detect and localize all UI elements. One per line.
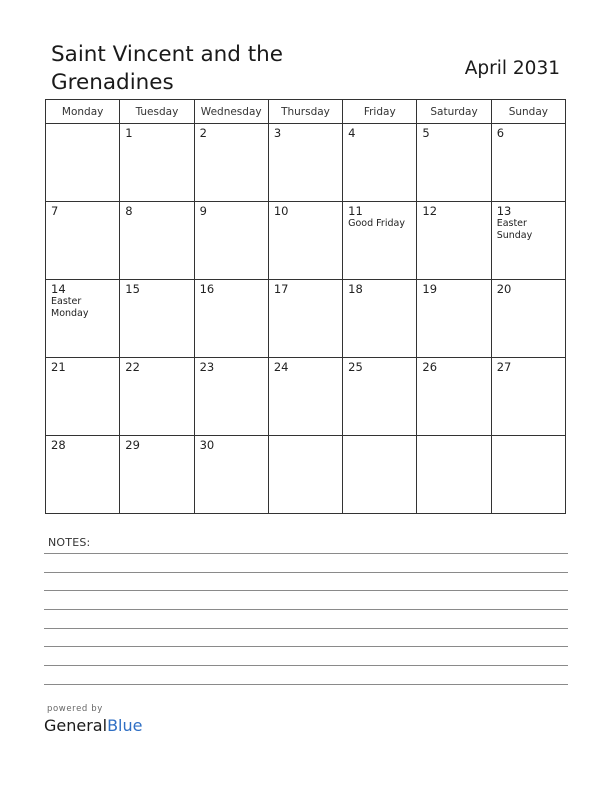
calendar-day-cell: [343, 358, 417, 436]
calendar-day-cell: [194, 124, 268, 202]
calendar-day-cell: [417, 202, 491, 280]
note-line: [44, 628, 568, 629]
calendar-day-cell: [491, 358, 565, 436]
calendar-day-cell: [417, 358, 491, 436]
note-line: [44, 553, 568, 554]
day-number: 1: [125, 126, 133, 140]
day-number: 11: [348, 204, 363, 218]
weekday-header-row: [46, 100, 566, 124]
holiday-label: Easter: [51, 296, 82, 307]
calendar-day-cell: [194, 358, 268, 436]
calendar-day-cell: [343, 124, 417, 202]
calendar-empty-cell: [417, 436, 491, 514]
title-line-2: Grenadines: [51, 70, 174, 95]
day-number: 24: [273, 360, 289, 374]
calendar-day-cell: [343, 280, 417, 358]
day-number: 2: [199, 126, 207, 140]
day-number: 30: [199, 438, 215, 452]
calendar-day-cell: [343, 202, 417, 280]
calendar-day-cell: [268, 124, 342, 202]
note-line: [44, 646, 568, 647]
calendar-day-cell: [194, 436, 268, 514]
weekday-header: Thursday: [268, 100, 342, 124]
day-number: [269, 436, 342, 438]
calendar-day-cell: [491, 280, 565, 358]
day-number: 27: [496, 360, 512, 374]
day-number: 19: [422, 282, 438, 296]
day-number: [492, 436, 565, 438]
day-number: 22: [125, 360, 140, 374]
day-number: 29: [125, 438, 140, 452]
calendar-empty-cell: [343, 436, 417, 514]
calendar-day-cell: [120, 124, 194, 202]
title-line-1: Saint Vincent and the: [51, 42, 284, 67]
calendar-day-cell: [120, 202, 194, 280]
day-number: 7: [51, 204, 59, 218]
calendar-week-row: [46, 436, 566, 514]
day-number: 28: [51, 438, 66, 452]
weekday-header: Saturday: [417, 100, 491, 124]
note-line: [44, 609, 568, 610]
day-number: 8: [125, 204, 133, 218]
calendar-empty-cell: [268, 436, 342, 514]
calendar-day-cell: [46, 280, 120, 358]
day-number: 14: [51, 282, 66, 296]
calendar-day-cell: [46, 202, 120, 280]
holiday-label: Sunday: [496, 230, 533, 241]
weekday-header: Tuesday: [120, 100, 194, 124]
weekday-header: Monday: [46, 100, 120, 124]
holiday-label: Easter: [496, 218, 527, 229]
brand-blue: Blue: [107, 716, 143, 735]
day-number: 17: [273, 282, 289, 296]
calendar-grid: [45, 99, 566, 514]
day-number: 18: [348, 282, 363, 296]
note-line: [44, 665, 568, 666]
day-number: 10: [273, 204, 289, 218]
calendar-day-cell: [194, 202, 268, 280]
calendar-day-cell: [268, 280, 342, 358]
day-number: 5: [422, 126, 430, 140]
calendar-empty-cell: [491, 436, 565, 514]
weekday-header: Friday: [343, 100, 417, 124]
calendar-day-cell: [268, 358, 342, 436]
holiday-label: Monday: [51, 308, 89, 319]
calendar-day-cell: [491, 202, 565, 280]
day-number: [417, 436, 490, 438]
day-number: 9: [199, 204, 207, 218]
day-number: 26: [422, 360, 438, 374]
calendar-day-cell: [417, 124, 491, 202]
calendar-day-cell: [120, 436, 194, 514]
day-number: 13: [496, 204, 512, 218]
calendar-day-cell: [417, 280, 491, 358]
calendar-day-cell: [120, 358, 194, 436]
calendar-body: [46, 124, 566, 514]
notes-label: NOTES:: [48, 536, 91, 549]
day-number: 15: [125, 282, 140, 296]
note-line: [44, 572, 568, 573]
brand-general: General: [44, 716, 108, 735]
calendar-week-row: [46, 358, 566, 436]
day-number: 6: [496, 126, 505, 140]
holiday-label: Good Friday: [348, 218, 405, 229]
month-label: April 2031: [464, 58, 560, 79]
calendar-day-cell: [120, 280, 194, 358]
day-number: 16: [199, 282, 215, 296]
powered-by-text: powered by: [47, 704, 103, 714]
weekday-header: Sunday: [491, 100, 565, 124]
calendar-day-cell: [194, 280, 268, 358]
brand-logo: [44, 716, 142, 736]
day-number: 20: [496, 282, 512, 296]
calendar-day-cell: [46, 358, 120, 436]
day-number: 12: [422, 204, 438, 218]
day-number: [46, 124, 119, 126]
day-number: 4: [348, 126, 356, 140]
calendar-week-row: [46, 124, 566, 202]
calendar-empty-cell: [46, 124, 120, 202]
calendar-day-cell: [268, 202, 342, 280]
calendar-day-cell: [491, 124, 565, 202]
day-number: [343, 436, 416, 438]
note-line: [44, 590, 568, 591]
calendar-title: [51, 41, 381, 97]
calendar-week-row: [46, 202, 566, 280]
day-number: 21: [51, 360, 66, 374]
day-number: 23: [199, 360, 215, 374]
day-number: 25: [348, 360, 363, 374]
day-number: 3: [273, 126, 282, 140]
calendar-day-cell: [46, 436, 120, 514]
weekday-header: Wednesday: [194, 100, 268, 124]
note-line: [44, 684, 568, 685]
calendar-week-row: [46, 280, 566, 358]
